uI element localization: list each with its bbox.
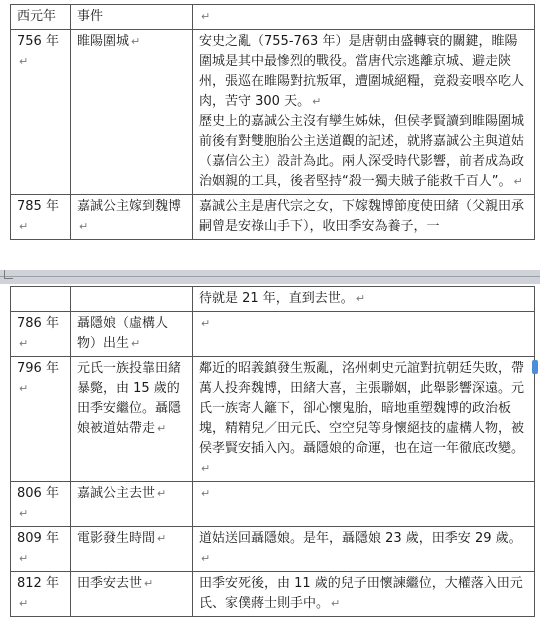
event-cell[interactable] xyxy=(71,195,193,240)
year-text: 812 年 xyxy=(17,576,59,591)
detail-cell[interactable] xyxy=(193,572,535,617)
year-text: 809 年 xyxy=(17,531,59,546)
year-text: 786 年 xyxy=(17,316,59,331)
year-text: 796 年 xyxy=(17,361,59,376)
table-row xyxy=(11,312,535,357)
detail-cell[interactable] xyxy=(193,195,535,240)
paragraph-mark-icon: ↵ xyxy=(201,487,211,500)
table-row xyxy=(11,357,535,482)
event-text: 聶隱娘（虛構人物）出生 xyxy=(77,316,169,351)
year-cell[interactable] xyxy=(11,357,71,482)
paragraph-mark-icon: ↵ xyxy=(513,175,523,188)
table-row xyxy=(11,527,535,572)
paragraph-mark-icon: ↵ xyxy=(201,552,211,565)
detail-paragraph: 安史之亂（755-763 年）是唐朝由盛轉衰的關鍵，睢陽圍城是其中最慘烈的戰役。當唐代宗逃離京城、避走陝州，張巡在睢陽對抗叛軍，遭圍城絕糧，竟殺妾喂卒吃人肉，苦守 300 天。 ↵ xyxy=(199,34,525,109)
header-year-label: 西元年 xyxy=(17,9,57,24)
event-cell[interactable] xyxy=(71,357,193,482)
year-cell[interactable] xyxy=(11,195,71,240)
event-cell[interactable] xyxy=(71,482,193,527)
header-year-cell[interactable] xyxy=(11,5,71,30)
paragraph-mark-icon: ↵ xyxy=(131,35,141,48)
paragraph-mark-icon: ↵ xyxy=(19,337,29,350)
event-text: 田季安去世 xyxy=(77,576,143,591)
paragraph-mark-icon: ↵ xyxy=(19,55,29,68)
header-detail-cell[interactable] xyxy=(193,5,535,30)
paragraph-mark-icon: ↵ xyxy=(19,382,29,395)
detail-paragraph: 歷史上的嘉誠公主沒有孿生姊妹，但侯孝賢讀到睢陽圍城前後有對雙胞胎公主送道觀的記述，就將嘉誠公主與道姑（嘉信公主）設計為此。兩人深受時代影響，前者成為政治姻親的工具，後者堅持“殺一獨夫賊子能救千百人”。 ↵ xyxy=(199,114,525,189)
year-text: 785 年 xyxy=(17,199,59,214)
event-text: 嘉誠公主嫁到魏博 xyxy=(77,199,182,214)
detail-cell[interactable] xyxy=(193,527,535,572)
detail-paragraph: 道姑送回聶隱娘。是年，聶隱娘 23 歲，田季安 29 歲。 xyxy=(199,531,522,546)
paragraph-mark-icon: ↵ xyxy=(19,507,29,520)
year-text: 756 年 xyxy=(17,34,59,49)
event-text: 元氏一族投靠田緒暴斃，由 15 歲的田季安繼位。聶隱娘被道姑帶走 xyxy=(77,361,182,436)
page-break-gap xyxy=(0,270,540,284)
paragraph-mark-icon: ↵ xyxy=(157,532,167,545)
paragraph-mark-icon: ↵ xyxy=(201,317,211,330)
table-row xyxy=(11,482,535,527)
header-event-label: 事件 xyxy=(77,9,104,24)
table-row xyxy=(11,30,535,195)
year-cell[interactable] xyxy=(11,572,71,617)
event-cell[interactable] xyxy=(71,572,193,617)
detail-cell[interactable] xyxy=(193,287,535,312)
detail-paragraph: 田季安死後，由 11 歲的兒子田懷諫繼位，大權落入田元氏、家僕蔣士則手中。 xyxy=(199,576,523,611)
paragraph-mark-icon: ↵ xyxy=(355,292,366,305)
event-cell[interactable] xyxy=(71,312,193,357)
event-text: 嘉誠公主去世 xyxy=(77,486,156,501)
paragraph-mark-icon: ↵ xyxy=(157,422,167,435)
table-row xyxy=(11,572,535,617)
event-text: 電影發生時間 xyxy=(77,531,156,546)
detail-cell[interactable] xyxy=(193,482,535,527)
detail-cell[interactable] xyxy=(193,312,535,357)
detail-paragraph: 待就是 21 年，直到去世。 xyxy=(199,291,354,306)
year-cell[interactable] xyxy=(11,527,71,572)
paragraph-mark-icon: ↵ xyxy=(79,220,89,233)
event-cell[interactable] xyxy=(71,527,193,572)
scrollbar-thumb[interactable] xyxy=(532,360,538,374)
table-row xyxy=(11,287,535,312)
paragraph-mark-icon: ↵ xyxy=(19,597,29,610)
page-corner-mark-icon xyxy=(4,270,13,279)
year-cell[interactable] xyxy=(11,287,71,312)
table-header-row xyxy=(11,5,535,30)
year-cell[interactable] xyxy=(11,30,71,195)
paragraph-mark-icon: ↵ xyxy=(201,462,211,475)
paragraph-mark-icon: ↵ xyxy=(312,95,322,108)
paragraph-mark-icon: ↵ xyxy=(144,577,154,590)
paragraph-mark-icon: ↵ xyxy=(19,552,29,565)
detail-paragraph: 嘉誠公主是唐代宗之女，下嫁魏博節度使田緒（父親田承嗣曾是安祿山手下），收田季安為養子，一 xyxy=(199,199,525,234)
year-text: 806 年 xyxy=(17,486,59,501)
year-cell[interactable] xyxy=(11,312,71,357)
year-cell[interactable] xyxy=(11,482,71,527)
event-text: 睢陽圍城 xyxy=(77,34,130,49)
detail-cell[interactable] xyxy=(193,30,535,195)
detail-cell[interactable] xyxy=(193,357,535,482)
paragraph-mark-icon: ↵ xyxy=(157,487,167,500)
history-table-page-2 xyxy=(10,286,535,617)
page-break-line xyxy=(0,276,540,277)
event-cell[interactable] xyxy=(71,30,193,195)
event-cell[interactable] xyxy=(71,287,193,312)
paragraph-mark-icon: ↵ xyxy=(201,10,211,23)
detail-paragraph: 鄰近的昭義鎮發生叛亂，洺州刺史元誼對抗朝廷失敗，帶萬人投奔魏博，田緒大喜，主張聯姻，此舉影響深遠。元氏一族寄人籬下，卻心懷鬼胎，暗地重塑魏博的政治板塊，精精兒／田元氏、空空兒等身懷絕技的虛構人物，被侯孝賢安插入內。聶隱娘的命運，也在這一年徹底改變。 xyxy=(199,361,525,456)
paragraph-mark-icon: ↵ xyxy=(331,597,341,610)
paragraph-mark-icon: ↵ xyxy=(19,220,29,233)
paragraph-mark-icon: ↵ xyxy=(131,337,141,350)
table-row xyxy=(11,195,535,240)
header-event-cell[interactable] xyxy=(71,5,193,30)
history-table-page-1 xyxy=(10,4,535,240)
